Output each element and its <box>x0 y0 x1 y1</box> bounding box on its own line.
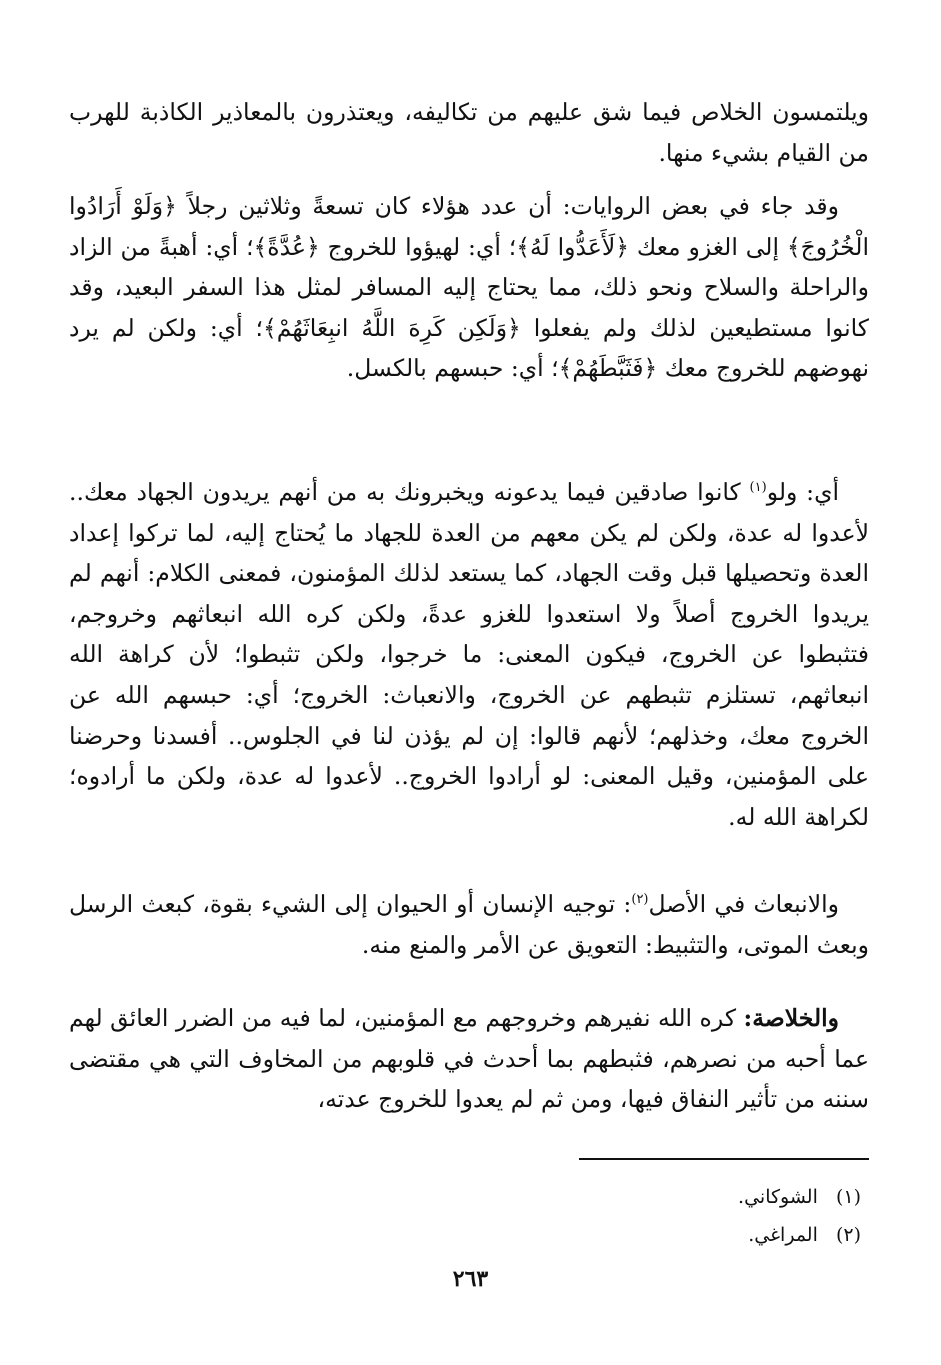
paragraph-2 <box>69 186 869 389</box>
page-number: ٢٦٣ <box>452 1266 489 1292</box>
footnote-ref-2: (٢) <box>631 892 649 908</box>
footnote-1 <box>461 1178 861 1216</box>
conclusion-label: والخلاصة: <box>743 1004 839 1032</box>
footnote-2-text: المراغي. <box>748 1224 818 1246</box>
footnotes <box>461 1178 861 1254</box>
paragraph-1-text: ويلتمسون الخلاص فيما شق عليهم من تكاليفه، ويعتذرون بالمعاذير الكاذبة للهرب من القيام بشيء منها. <box>69 98 869 167</box>
paragraph-4-text <box>69 884 869 965</box>
footnote-2-number: (٢) <box>835 1224 861 1246</box>
paragraph-5-text <box>69 998 869 1120</box>
paragraph-4-rest: : توجيه الإنسان أو الحيوان إلى الشيء بقوة، كبعث الرسل وبعث الموتى، والتثبيط: التعويق عن الأمر والمنع منه. <box>69 890 869 959</box>
paragraph-5-rest: كره الله نفيرهم وخروجهم مع المؤمنين، لما فيه من الضرر العائق لهم عما أحبه من نصرهم، فثبطهم بما أحدث في قلوبهم من المخاوف التي هي مقتضى سننه من تأثير النفاق فيها، ومن ثم لم يعدوا للخروج عدته، <box>69 1004 869 1114</box>
footnote-divider <box>579 1158 869 1160</box>
footnote-ref-1: (١) <box>749 480 767 496</box>
paragraph-3-rest: كانوا صادقين فيما يدعونه ويخبرونك به من أنهم يريدون الجهاد معك.. لأعدوا له عدة، ولكن لم يكن معهم من العدة للجهاد ما يُحتاج إليه، لما تركوا إعداد العدة وتحصيلها قبل وقت الجهاد، كما يستعد لذلك المؤمنون، فمعنى الكلام: أنهم لم يريدوا الخروج أصلاً ولا استعدوا للغزو عدةً، ولكن كره الله انبعاثهم وخروجم، فتثبطوا عن الخروج، فيكون المعنى: ما خرجوا، ولكن تثبطوا؛ لأن كراهة الله انبعاثهم، تستلزم تثبطهم عن الخروج، والانعباث: الخروج؛ أي: حبسهم الله عن الخروج معك، وخذلهم؛ لأنهم قالوا: إن لم يؤذن لنا في الجلوس.. أفسدنا وحرضنا على المؤمنين، وقيل المعنى: لو أرادوا الخروج.. لأعدوا له عدة، ولكن ما أرادوه؛ لكراهة الله له. <box>69 478 869 831</box>
paragraph-3 <box>69 472 869 837</box>
paragraph-4-start: والانبعاث في الأصل <box>648 890 839 918</box>
paragraph-5 <box>69 998 869 1120</box>
paragraph-3-text <box>69 472 869 837</box>
paragraph-2-text: وقد جاء في بعض الروايات: أن عدد هؤلاء كان تسعةً وثلاثين رجلاً ﴿وَلَوْ أَرَادُوا الْخُرُوجَ﴾ إلى الغزو معك ﴿لَأَعَدُّوا لَهُ﴾؛ أي: لهيؤوا للخروج ﴿عُدَّةً﴾؛ أي: أهبةً من الزاد والراحلة والسلاح ونحو ذلك، مما يحتاج إليه المسافر لمثل هذا السفر البعيد، وقد كانوا مستطيعين لذلك ولم يفعلوا ﴿وَلَكِن كَرِهَ اللَّهُ انبِعَاثَهُمْ﴾؛ أي: ولكن لم يرد نهوضهم للخروج معك ﴿فَثَبَّطَهُمْ﴾؛ أي: حبسهم بالكسل. <box>69 192 869 383</box>
paragraph-3-start: أي: ولو <box>766 478 839 506</box>
footnote-2 <box>461 1216 861 1254</box>
paragraph-1 <box>69 92 869 173</box>
footnote-1-number: (١) <box>835 1186 861 1208</box>
paragraph-4 <box>69 884 869 965</box>
footnote-1-text: الشوكاني. <box>738 1186 818 1208</box>
